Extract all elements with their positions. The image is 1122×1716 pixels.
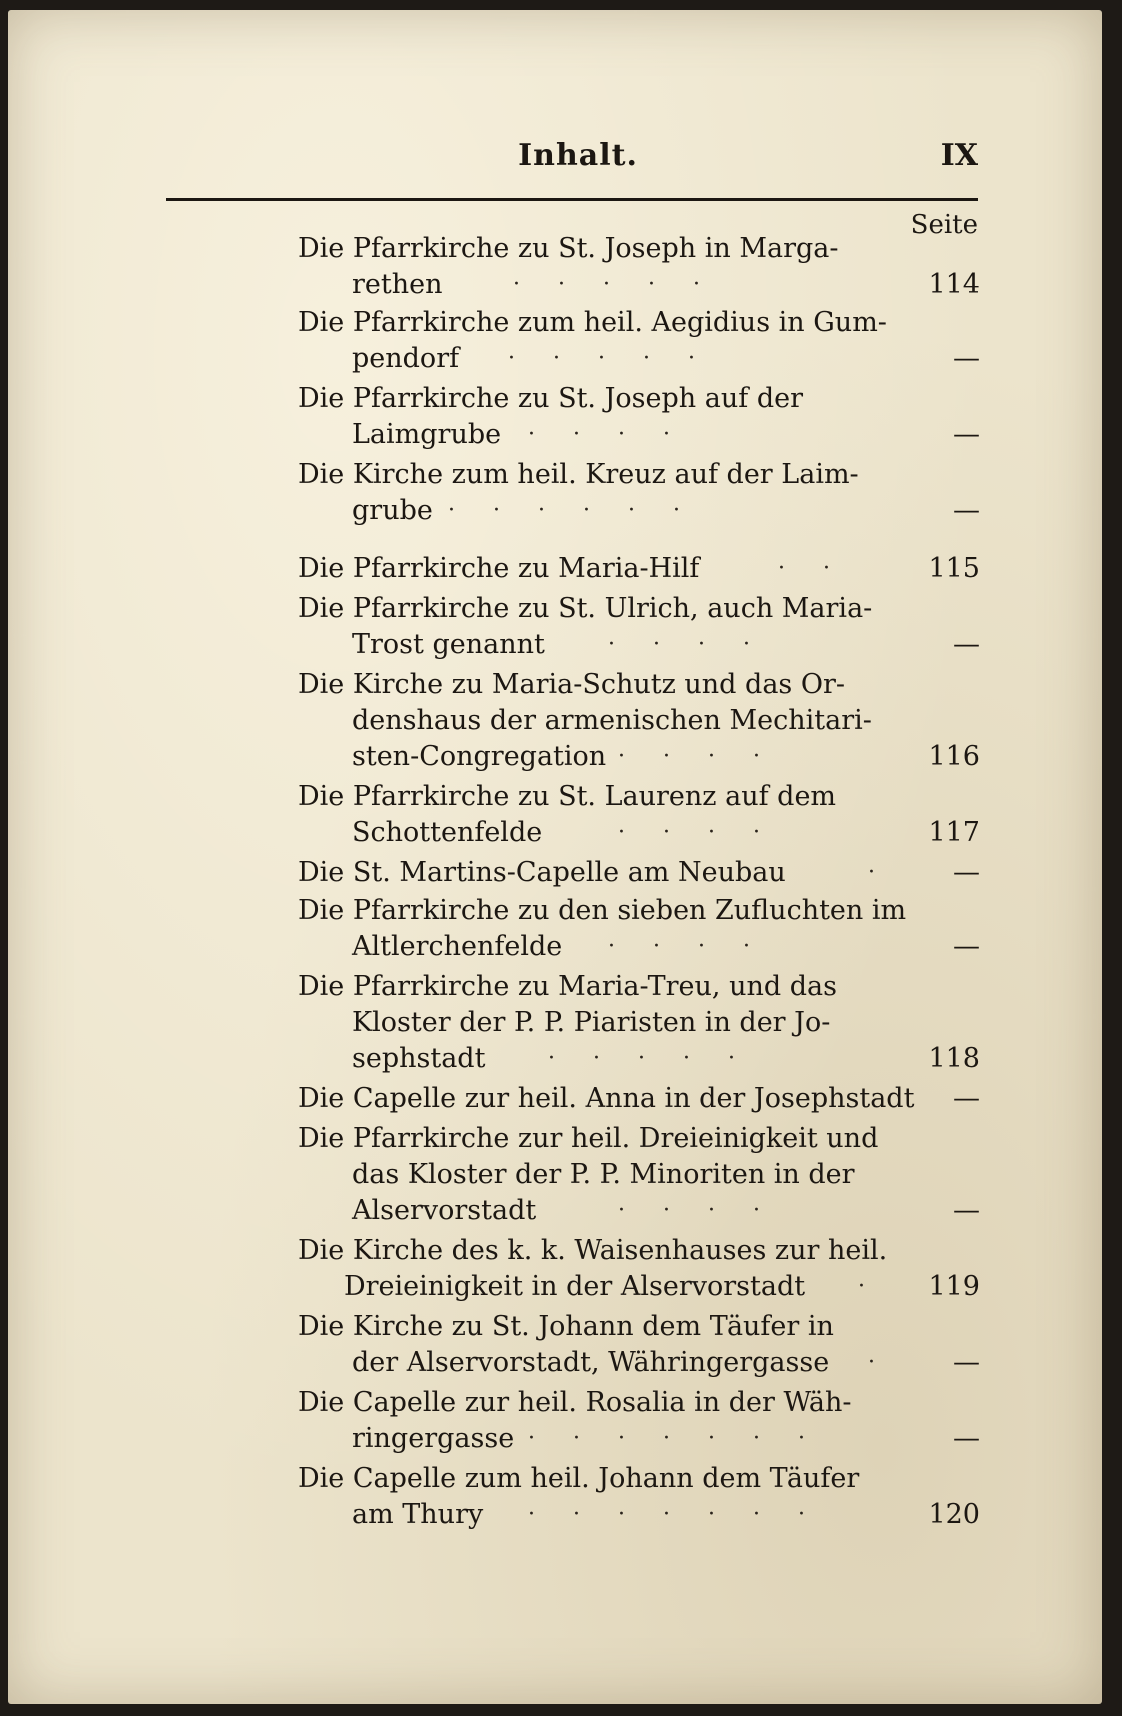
toc-line xyxy=(8,892,1102,930)
toc-line xyxy=(8,1460,1102,1498)
toc-text: Die Pfarrkirche zu St. Joseph auf der xyxy=(298,383,803,414)
toc-text: Die Capelle zum heil. Johann dem Täufer xyxy=(298,1463,860,1494)
toc-line xyxy=(8,590,1102,628)
toc-text: Die Capelle zur heil. Anna in der Josephstadt xyxy=(298,1083,915,1114)
toc-text: am Thury xyxy=(352,1499,484,1530)
toc-text: Alservorstadt xyxy=(352,1195,537,1226)
toc-page: — xyxy=(953,1083,980,1114)
toc-text: Die Kirche des k. k. Waisenhauses zur heil. xyxy=(298,1235,888,1266)
toc-text: Die Pfarrkirche zu St. Joseph in Marga- xyxy=(298,233,839,264)
page-number: IX xyxy=(940,138,978,173)
toc-text: das Kloster der P. P. Minoriten in der xyxy=(352,1159,855,1190)
leader-dots: · xyxy=(858,1274,903,1299)
toc-line xyxy=(8,702,1102,740)
toc-line xyxy=(8,230,1102,268)
toc-line xyxy=(8,666,1102,704)
leader-dots: ······· xyxy=(528,1502,843,1527)
leader-dots: ···· xyxy=(618,820,798,845)
leader-dots: ···· xyxy=(618,1198,798,1223)
toc-text: sephstadt xyxy=(352,1043,486,1074)
toc-text: Die Kirche zu Maria-Schutz und das Or- xyxy=(298,669,846,700)
book-page xyxy=(8,10,1102,1704)
running-header-title: Inhalt. xyxy=(518,138,638,173)
toc-line xyxy=(8,1308,1102,1346)
toc-page: — xyxy=(953,495,980,526)
toc-line xyxy=(8,456,1102,494)
leader-dots: ····· xyxy=(513,272,738,297)
toc-text: Die Capelle zur heil. Rosalia in der Wäh- xyxy=(298,1387,852,1418)
toc-text: Trost genannt xyxy=(352,629,545,660)
toc-line xyxy=(8,626,1102,664)
toc-text: pendorf xyxy=(352,343,460,374)
toc-line xyxy=(8,814,1102,852)
toc-page: 116 xyxy=(928,741,980,772)
toc-text: der Alservorstadt, Währingergasse xyxy=(352,1347,830,1378)
toc-text: Dreieinigkeit in der Alservorstadt xyxy=(344,1271,806,1302)
leader-dots: ···· xyxy=(608,632,788,657)
toc-text: Die Pfarrkirche zu St. Laurenz auf dem xyxy=(298,781,837,812)
toc-line xyxy=(8,854,1102,892)
toc-line xyxy=(8,1192,1102,1230)
toc-line xyxy=(8,1120,1102,1158)
leader-dots: ······ xyxy=(448,498,718,523)
toc-text: Die Pfarrkirche zu Maria-Treu, und das xyxy=(298,971,837,1002)
toc-line xyxy=(8,968,1102,1006)
toc-page: 114 xyxy=(928,269,980,300)
toc-page: 117 xyxy=(928,817,980,848)
toc-line xyxy=(8,340,1102,378)
toc-text: Die St. Martins-Capelle am Neubau xyxy=(298,857,786,888)
toc-text: Die Pfarrkirche zu St. Ulrich, auch Maria- xyxy=(298,593,873,624)
toc-line xyxy=(8,1496,1102,1534)
leader-dots: ······· xyxy=(528,1426,843,1451)
toc-line xyxy=(8,416,1102,454)
toc-text: ringergasse xyxy=(352,1423,515,1454)
leader-dots: ····· xyxy=(508,346,733,371)
toc-text: Die Pfarrkirche zu Maria-Hilf xyxy=(298,553,700,584)
toc-text: Die Kirche zu St. Johann dem Täufer in xyxy=(298,1311,834,1342)
toc-line xyxy=(8,778,1102,816)
leader-dots: ···· xyxy=(618,744,798,769)
toc-line xyxy=(8,928,1102,966)
toc-text: grube xyxy=(352,495,433,526)
column-label-page: Seite xyxy=(910,210,978,240)
leader-dots: ···· xyxy=(608,934,788,959)
toc-text: Laimgrube xyxy=(352,419,502,450)
leader-dots: · xyxy=(868,860,913,885)
toc-page: — xyxy=(953,343,980,374)
leader-dots: · xyxy=(868,1350,913,1375)
toc-page: 120 xyxy=(928,1499,980,1530)
toc-page: — xyxy=(953,857,980,888)
toc-text: Kloster der P. P. Piaristen in der Jo- xyxy=(352,1007,831,1038)
toc-line xyxy=(8,1232,1102,1270)
toc-text: sten-Congregation xyxy=(352,741,607,772)
toc-text: Schottenfelde xyxy=(352,817,543,848)
leader-dots: ····· xyxy=(548,1046,773,1071)
toc-page: — xyxy=(953,1195,980,1226)
toc-page: 119 xyxy=(928,1271,980,1302)
toc-text: Die Kirche zum heil. Kreuz auf der Laim- xyxy=(298,459,859,490)
toc-line xyxy=(8,550,1102,588)
toc-text: Die Pfarrkirche zur heil. Dreieinigkeit und xyxy=(298,1123,879,1154)
leader-dots: ···· xyxy=(528,422,708,447)
toc-line xyxy=(8,738,1102,776)
toc-page: — xyxy=(953,1347,980,1378)
toc-line xyxy=(8,492,1102,530)
toc-line xyxy=(8,304,1102,342)
toc-page: 115 xyxy=(928,553,980,584)
toc-line xyxy=(8,1344,1102,1382)
toc-page: — xyxy=(953,629,980,660)
toc-text: Die Pfarrkirche zum heil. Aegidius in Gum- xyxy=(298,307,887,338)
toc-text: Altlerchenfelde xyxy=(352,931,563,962)
toc-text: denshaus der armenischen Mechitari- xyxy=(352,705,872,736)
toc-line xyxy=(8,1156,1102,1194)
toc-page: — xyxy=(953,1423,980,1454)
toc-line xyxy=(8,1080,1102,1118)
toc-line xyxy=(8,380,1102,418)
toc-page: — xyxy=(953,931,980,962)
toc-page: 118 xyxy=(928,1043,980,1074)
toc-line xyxy=(8,1384,1102,1422)
toc-line xyxy=(8,1268,1102,1306)
toc-line xyxy=(8,266,1102,304)
toc-line xyxy=(8,1004,1102,1042)
toc-line xyxy=(8,1420,1102,1458)
toc-text: Die Pfarrkirche zu den sieben Zufluchten im xyxy=(298,895,907,926)
toc-page: — xyxy=(953,419,980,450)
toc-line xyxy=(8,1040,1102,1078)
toc-text: rethen xyxy=(352,269,443,300)
leader-dots: ·· xyxy=(778,556,868,581)
table-of-contents xyxy=(8,10,1102,1704)
